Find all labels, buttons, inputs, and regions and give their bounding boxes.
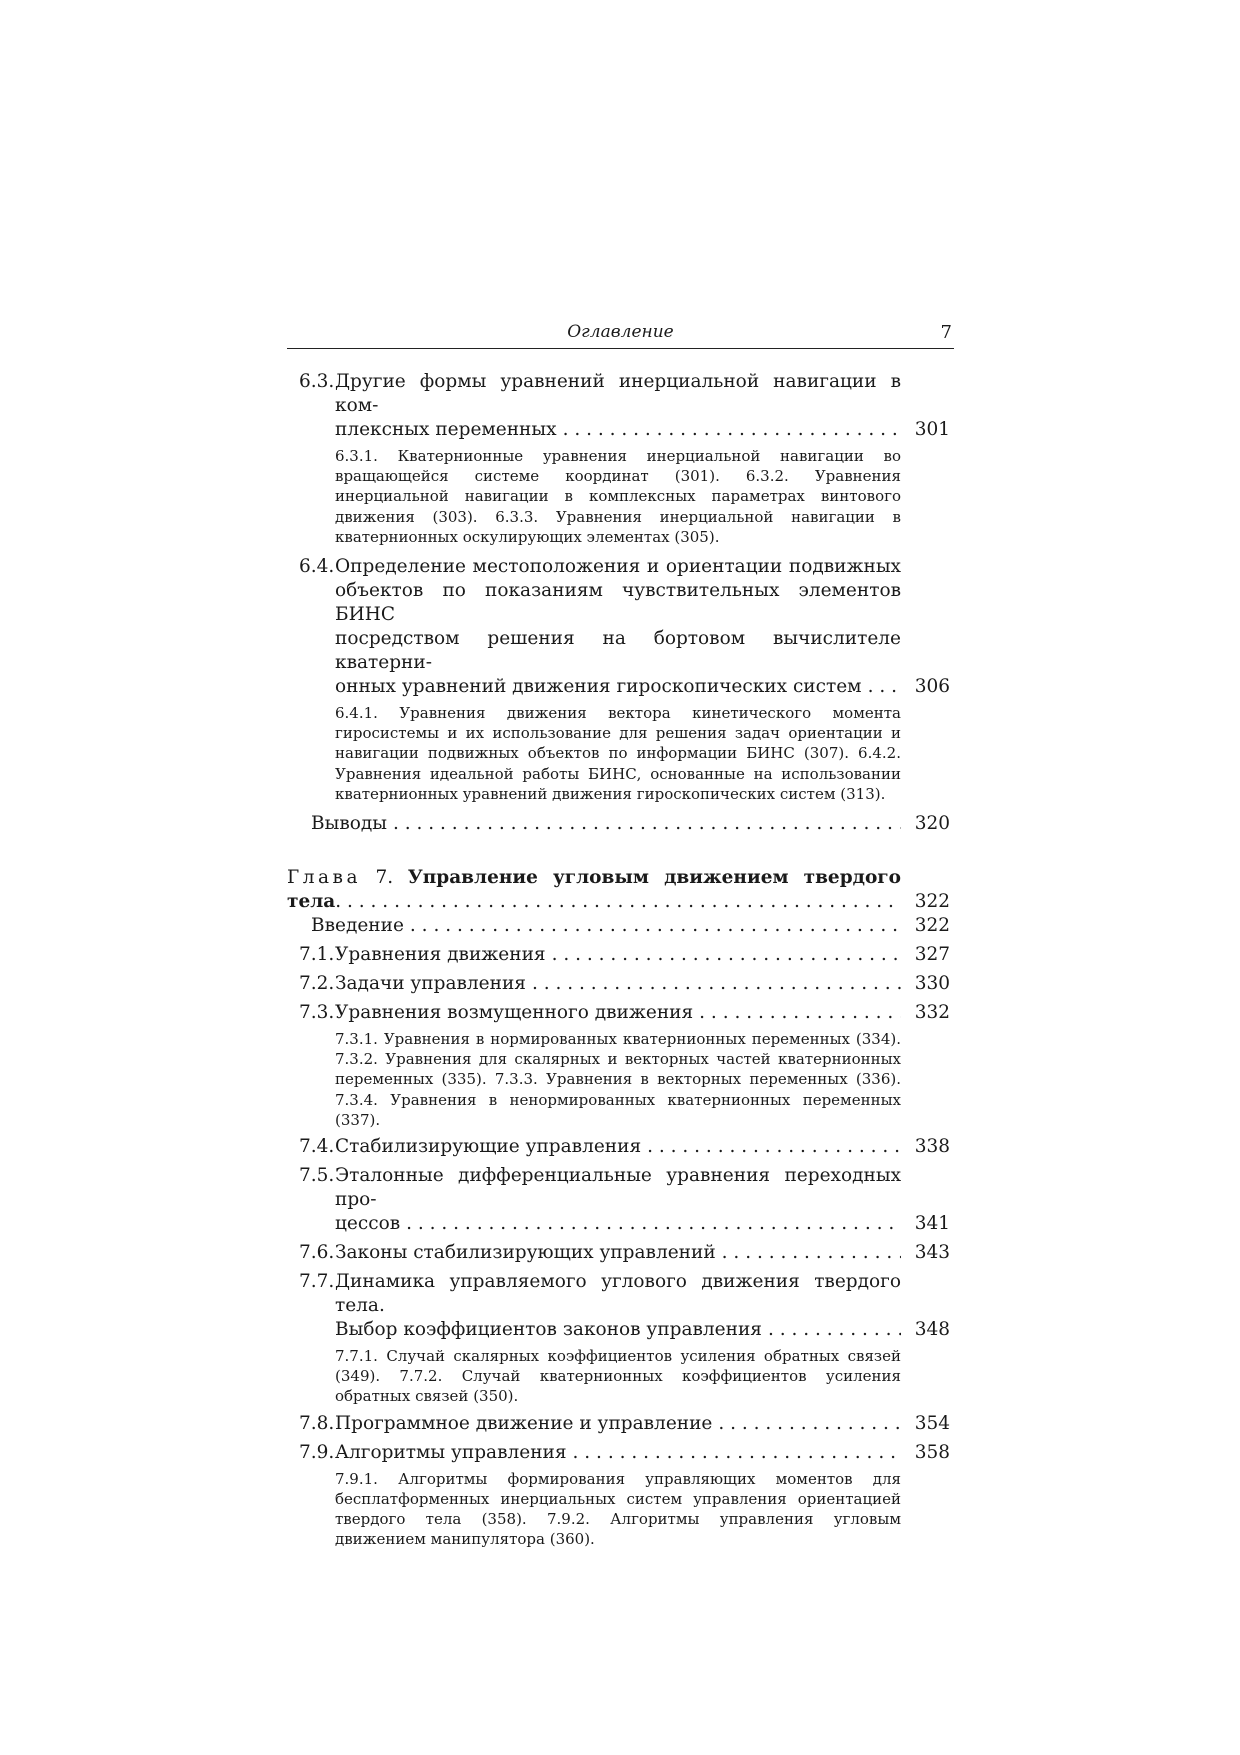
toc-entry[interactable] (287, 972, 954, 996)
entry-title-tail (335, 1412, 901, 1436)
entry-title-tail (335, 1001, 901, 1025)
dot-leader (573, 1441, 901, 1465)
entry-title (335, 370, 901, 442)
toc-entry[interactable] (287, 370, 954, 442)
entry-title-last: плексных переменных (335, 419, 557, 440)
entry-page: 320 (914, 813, 950, 835)
dot-leader (699, 1001, 901, 1025)
chapter-7-heading[interactable] (287, 866, 954, 914)
entry-title-line: Определение местоположения и ориентации подвижных (335, 556, 901, 578)
entry-page: 338 (914, 1136, 950, 1158)
entry-title-tail (335, 1318, 901, 1342)
entry-title (311, 812, 901, 836)
spacer (287, 547, 954, 555)
entry-title-line: Другие формы уравнений инерциальной навигации в ком- (335, 371, 901, 416)
entry-title-tail (335, 418, 901, 442)
entry-page: 341 (914, 1213, 950, 1235)
entry-title-tail (311, 914, 901, 938)
chapter-number: 7. (375, 867, 394, 889)
section-number: 7.5. (299, 1165, 335, 1187)
section-number: 7.9. (299, 1441, 335, 1463)
chapter-7-title-line (287, 866, 901, 890)
entry-title-tail (335, 1212, 901, 1236)
dot-leader (868, 675, 901, 699)
chapter-page: 322 (914, 891, 950, 913)
toc-entry[interactable] (287, 914, 954, 938)
section-number: 7.7. (299, 1271, 335, 1293)
entry-title-tail (335, 1441, 901, 1465)
entry-title (335, 1441, 901, 1465)
subsection-list: 7.3.1. Уравнения в нормированных кватернионных переменных (334). 7.3.2. Уравнения для скалярных и векторных частей кватернионных переменных (335). 7.3.3. Уравнения в векторных переменных (336). 7.3.4. Уравнения в ненормированных кватернионных переменных (337). (335, 1030, 901, 1129)
table-of-contents (287, 370, 954, 1549)
entry-page: 301 (914, 419, 950, 440)
entry-title-line: Динамика управляемого углового движения твердого тела. (335, 1271, 901, 1317)
chapter-7-sections (287, 914, 954, 1549)
dot-leader (410, 914, 901, 938)
running-title: Оглавление (567, 322, 674, 342)
toc-entry[interactable] (287, 1135, 954, 1159)
entry-page: 330 (914, 973, 950, 995)
subsection-list: 6.3.1. Кватернионные уравнения инерциальной навигации во вращающейся системе координат (301). 6.3.2. Уравнения инерциальной навигации в комплексных параметрах винтового движения (303). 6.3.3. Уравнения инерциальной навигации в кватернионных оскулирующих элементах (305). (335, 447, 901, 546)
entry-title-last: Задачи управления (335, 973, 526, 995)
entry-page: 348 (914, 1319, 950, 1341)
entry-title (335, 1241, 901, 1265)
entry-title-tail (335, 972, 901, 996)
entry-title-tail (311, 812, 901, 836)
entry-title (335, 972, 901, 996)
entry-title-last: Алгоритмы управления (335, 1441, 567, 1463)
entry-title-tail (335, 1241, 901, 1265)
section-number: 6.4. (299, 556, 335, 578)
toc-entry[interactable] (287, 1441, 954, 1465)
entry-title-line: объектов по показаниям чувствительных элементов БИНС (335, 580, 901, 626)
entry-page: 322 (914, 915, 950, 937)
dot-leader (768, 1318, 901, 1342)
dot-leader (718, 1412, 901, 1436)
entry-title-last: Введение (311, 915, 404, 937)
entry-page: 358 (914, 1441, 950, 1463)
chapter-title-line2: тела (287, 891, 336, 913)
chapter-title-line1: Управление угловым движением твердого (407, 867, 901, 889)
entry-title-line: посредством решения на бортовом вычислителе кватерни- (335, 628, 901, 674)
chapter-6-sections (287, 370, 954, 836)
dot-leader (647, 1135, 901, 1159)
spacer (287, 804, 954, 812)
subsection-list: 6.4.1. Уравнения движения вектора кинетического момента гиросистемы и их использование для решения задач ориентации и навигации подвижных объектов по информации БИНС (307). 6.4.2. Уравнения идеальной работы БИНС, основанные на использовании кватернионных уравнений движения гироскопических систем (313). (335, 704, 901, 803)
section-number: 7.4. (299, 1136, 335, 1158)
entry-title-tail (335, 675, 901, 699)
entry-title-last: Выводы (311, 813, 387, 835)
dot-leader (393, 812, 901, 836)
dot-leader (532, 972, 901, 996)
toc-entry[interactable] (287, 1164, 954, 1236)
subsection-list: 7.9.1. Алгоритмы формирования управляющих моментов для бесплатформенных инерциальных систем управления ориентацией твердого тела (358). 7.9.2. Алгоритмы управления угловым движением манипулятора (360). (335, 1469, 901, 1549)
page-number: 7 (940, 322, 952, 343)
running-head (287, 322, 954, 349)
section-number: 7.6. (299, 1242, 335, 1264)
entry-title (335, 943, 901, 967)
toc-entry[interactable] (287, 943, 954, 967)
toc-entry[interactable] (287, 1412, 954, 1436)
chapter-label: Глава (287, 867, 361, 889)
section-number: 6.3. (299, 371, 335, 392)
dot-leader (552, 943, 901, 967)
entry-page: 343 (914, 1242, 950, 1264)
toc-entry[interactable] (287, 812, 954, 836)
dot-leader (335, 890, 901, 914)
toc-entry[interactable] (287, 555, 954, 699)
dot-leader (406, 1212, 901, 1236)
entry-title-last: цессов (335, 1213, 401, 1235)
entry-title-last: Программное движение и управление (335, 1412, 713, 1434)
entry-title-tail (335, 1135, 901, 1159)
dot-leader (722, 1241, 901, 1265)
entry-title (335, 1164, 901, 1236)
entry-page: 332 (914, 1002, 950, 1024)
section-number: 7.3. (299, 1002, 335, 1024)
entry-title (335, 1270, 901, 1342)
entry-title (335, 555, 901, 699)
entry-title-tail (335, 943, 901, 967)
section-number: 7.8. (299, 1412, 335, 1434)
entry-title (335, 1135, 901, 1159)
section-number: 7.2. (299, 973, 335, 995)
entry-title-last: Стабилизирующие управления (335, 1136, 642, 1158)
entry-title-last: онных уравнений движения гироскопических систем (335, 676, 862, 698)
dot-leader (563, 418, 901, 442)
entry-title-last: Законы стабилизирующих управлений (335, 1242, 716, 1264)
entry-title (335, 1412, 901, 1436)
entry-title (335, 1001, 901, 1025)
entry-page: 306 (914, 676, 950, 698)
entry-title-last: Уравнения возмущенного движения (335, 1002, 694, 1024)
entry-page: 354 (914, 1412, 950, 1434)
entry-title-line: Эталонные дифференциальные уравнения переходных про- (335, 1165, 901, 1211)
entry-page: 327 (914, 944, 950, 966)
toc-entry[interactable] (287, 1270, 954, 1342)
entry-title (311, 914, 901, 938)
subsection-list: 7.7.1. Случай скалярных коэффициентов усиления обратных связей (349). 7.7.2. Случай кватернионных коэффициентов усиления обратных связей (350). (335, 1347, 901, 1406)
toc-entry[interactable] (287, 1001, 954, 1025)
toc-entry[interactable] (287, 1241, 954, 1265)
entry-title-last: Выбор коэффициентов законов управления (335, 1319, 762, 1341)
entry-title-last: Уравнения движения (335, 944, 546, 966)
section-number: 7.1. (299, 944, 335, 966)
chapter-title-tail (287, 890, 901, 914)
